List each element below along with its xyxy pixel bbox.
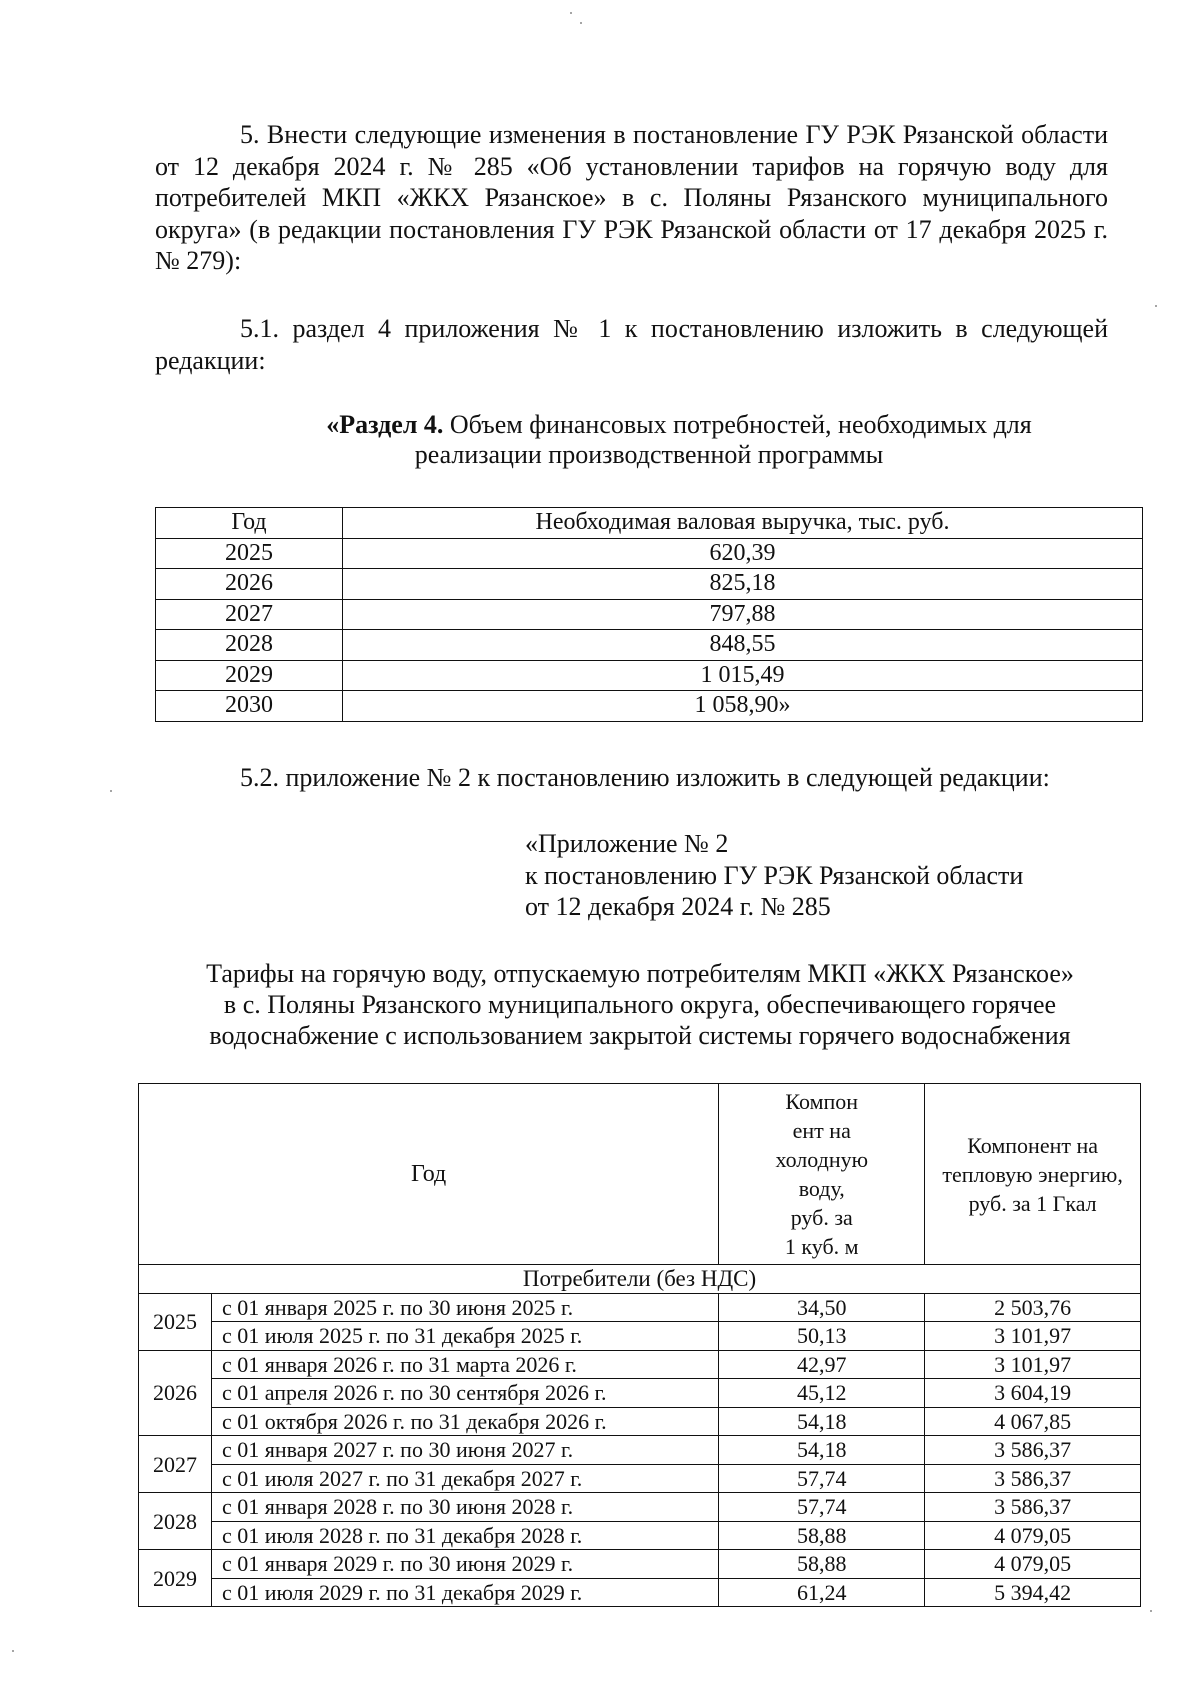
scan-speck bbox=[570, 12, 572, 14]
tariff-cold-water-cell: 57,74 bbox=[719, 1464, 925, 1493]
tariff-cold-water-cell: 58,88 bbox=[719, 1521, 925, 1550]
table-row bbox=[139, 1407, 1141, 1436]
tariff-title-line-3: водоснабжение с использованием закрытой системы горячего водоснабжения bbox=[209, 1021, 1071, 1050]
tariff-cold-water-cell: 50,13 bbox=[719, 1322, 925, 1351]
tariff-period-cell: с 01 января 2026 г. по 31 марта 2026 г. bbox=[212, 1350, 719, 1379]
tariff-period-cell: с 01 января 2029 г. по 30 июня 2029 г. bbox=[212, 1550, 719, 1579]
section-4-title-line2: реализации производственной программы bbox=[414, 440, 884, 469]
tariff-heat-cell: 3 586,37 bbox=[925, 1493, 1141, 1522]
tariff-year-cell: 2027 bbox=[139, 1436, 212, 1493]
tariff-heat-cell: 5 394,42 bbox=[925, 1578, 1141, 1607]
revenue-year-cell: 2030 bbox=[156, 691, 343, 722]
tariff-cold-water-cell: 61,24 bbox=[719, 1578, 925, 1607]
table-row bbox=[139, 1550, 1141, 1579]
table-row bbox=[139, 1379, 1141, 1408]
table-row bbox=[156, 569, 1143, 600]
heat-header-line: Компонент на bbox=[967, 1132, 1099, 1158]
tariff-period-cell: с 01 июля 2028 г. по 31 декабря 2028 г. bbox=[212, 1521, 719, 1550]
item-5-paragraph: 5. Внести следующие изменения в постановление ГУ РЭК Рязанской области от 12 декабря 2024 г. № 285 «Об установлении тарифов на горячую воду для потребителей МКП «ЖКХ Рязанское» в с. Поляны Рязанского муниципального округа» (в редакции постановления ГУ РЭК Рязанской области от 17 декабря 2025 г. № 279): bbox=[155, 120, 1108, 275]
table-row bbox=[156, 630, 1143, 661]
table-row bbox=[139, 1436, 1141, 1465]
scan-speck bbox=[12, 1650, 14, 1652]
table-row bbox=[156, 599, 1143, 630]
tariff-header-heat-energy bbox=[925, 1084, 1141, 1265]
cold-header-line: ент на bbox=[792, 1118, 851, 1143]
tariff-heat-cell: 3 586,37 bbox=[925, 1464, 1141, 1493]
table-row bbox=[156, 660, 1143, 691]
scan-speck bbox=[1155, 305, 1157, 307]
table-row bbox=[139, 1350, 1141, 1379]
tariff-cold-water-cell: 34,50 bbox=[719, 1293, 925, 1322]
cold-header-line: холодную bbox=[775, 1147, 869, 1172]
revenue-value-cell: 1 058,90» bbox=[343, 691, 1143, 722]
tariff-header-year: Год bbox=[139, 1084, 719, 1265]
table-row bbox=[156, 538, 1143, 569]
table-row bbox=[139, 1293, 1141, 1322]
revenue-year-cell: 2029 bbox=[156, 660, 343, 691]
appendix-line-1: «Приложение № 2 bbox=[525, 829, 729, 858]
tariff-title-line-1: Тарифы на горячую воду, отпускаемую потребителям МКП «ЖКХ Рязанское» bbox=[206, 959, 1074, 988]
table-row bbox=[139, 1578, 1141, 1607]
table-row bbox=[139, 1464, 1141, 1493]
tariff-heat-cell: 4 067,85 bbox=[925, 1407, 1141, 1436]
scan-speck bbox=[1150, 1610, 1152, 1612]
section-4-title bbox=[155, 410, 1143, 470]
revenue-value-cell: 797,88 bbox=[343, 599, 1143, 630]
table-row bbox=[156, 691, 1143, 722]
tariff-table bbox=[138, 1083, 1141, 1607]
tariff-cold-water-cell: 54,18 bbox=[719, 1436, 925, 1465]
tariff-period-cell: с 01 июля 2029 г. по 31 декабря 2029 г. bbox=[212, 1578, 719, 1607]
tariff-title-line-2: в с. Поляны Рязанского муниципального округа, обеспечивающего горячее bbox=[223, 990, 1057, 1019]
revenue-year-cell: 2027 bbox=[156, 599, 343, 630]
tariff-heat-cell: 3 101,97 bbox=[925, 1350, 1141, 1379]
revenue-year-cell: 2025 bbox=[156, 538, 343, 569]
tariff-cold-water-cell: 58,88 bbox=[719, 1550, 925, 1579]
tariff-heat-cell: 2 503,76 bbox=[925, 1293, 1141, 1322]
tariff-period-cell: с 01 октября 2026 г. по 31 декабря 2026 г. bbox=[212, 1407, 719, 1436]
tariff-group-row bbox=[139, 1265, 1141, 1294]
revenue-header-value: Необходимая валовая выручка, тыс. руб. bbox=[343, 508, 1143, 539]
cold-header-line: воду, bbox=[798, 1176, 845, 1201]
appendix-line-3: от 12 декабря 2024 г. № 285 bbox=[525, 892, 831, 921]
appendix-header bbox=[525, 828, 1125, 923]
cold-header-line: Компон bbox=[785, 1089, 859, 1114]
tariff-heat-cell: 4 079,05 bbox=[925, 1521, 1141, 1550]
revenue-year-cell: 2028 bbox=[156, 630, 343, 661]
tariff-year-cell: 2029 bbox=[139, 1550, 212, 1607]
appendix-line-2: к постановлению ГУ РЭК Рязанской области bbox=[525, 860, 1024, 890]
cold-header-line: 1 куб. м bbox=[784, 1234, 859, 1259]
revenue-value-cell: 848,55 bbox=[343, 630, 1143, 661]
tariff-cold-water-cell: 54,18 bbox=[719, 1407, 925, 1436]
tariff-heat-cell: 4 079,05 bbox=[925, 1550, 1141, 1579]
cold-header-line: руб. за bbox=[790, 1205, 853, 1230]
scan-speck bbox=[580, 22, 582, 24]
tariff-group-label: Потребители (без НДС) bbox=[139, 1265, 1141, 1294]
section-4-title-bold: «Раздел 4. bbox=[326, 410, 444, 439]
tariff-header-cold-water bbox=[719, 1084, 925, 1265]
revenue-year-cell: 2026 bbox=[156, 569, 343, 600]
tariff-year-cell: 2026 bbox=[139, 1350, 212, 1436]
revenue-header-year: Год bbox=[156, 508, 343, 539]
tariff-year-cell: 2025 bbox=[139, 1293, 212, 1350]
tariff-heat-cell: 3 604,19 bbox=[925, 1379, 1141, 1408]
tariff-heat-cell: 3 586,37 bbox=[925, 1436, 1141, 1465]
tariff-heat-cell: 3 101,97 bbox=[925, 1322, 1141, 1351]
revenue-value-cell: 620,39 bbox=[343, 538, 1143, 569]
item-5-2-paragraph: 5.2. приложение № 2 к постановлению изложить в следующей редакции: bbox=[240, 763, 1050, 792]
tariff-cold-water-cell: 42,97 bbox=[719, 1350, 925, 1379]
revenue-table bbox=[155, 507, 1143, 722]
tariff-period-cell: с 01 июля 2027 г. по 31 декабря 2027 г. bbox=[212, 1464, 719, 1493]
revenue-value-cell: 825,18 bbox=[343, 569, 1143, 600]
tariff-cold-water-cell: 45,12 bbox=[719, 1379, 925, 1408]
table-row bbox=[139, 1521, 1141, 1550]
tariff-period-cell: с 01 января 2025 г. по 30 июня 2025 г. bbox=[212, 1293, 719, 1322]
tariff-period-cell: с 01 января 2028 г. по 30 июня 2028 г. bbox=[212, 1493, 719, 1522]
scan-speck bbox=[110, 790, 112, 792]
item-5-1-paragraph: 5.1. раздел 4 приложения № 1 к постановлению изложить в следующей редакции: bbox=[155, 314, 1108, 375]
tariff-period-cell: с 01 июля 2025 г. по 31 декабря 2025 г. bbox=[212, 1322, 719, 1351]
tariff-title bbox=[130, 958, 1150, 1051]
revenue-table-header-row bbox=[156, 508, 1143, 539]
tariff-period-cell: с 01 января 2027 г. по 30 июня 2027 г. bbox=[212, 1436, 719, 1465]
heat-header-line: руб. за 1 Гкал bbox=[968, 1190, 1097, 1216]
tariff-cold-water-cell: 57,74 bbox=[719, 1493, 925, 1522]
section-4-title-rest: Объем финансовых потребностей, необходимых для bbox=[443, 410, 1032, 439]
table-row bbox=[139, 1493, 1141, 1522]
table-row bbox=[139, 1322, 1141, 1351]
heat-header-line: тепловую энергию, bbox=[942, 1161, 1123, 1187]
tariff-year-cell: 2028 bbox=[139, 1493, 212, 1550]
revenue-value-cell: 1 015,49 bbox=[343, 660, 1143, 691]
tariff-period-cell: с 01 апреля 2026 г. по 30 сентября 2026 г. bbox=[212, 1379, 719, 1408]
tariff-table-header-row bbox=[139, 1084, 1141, 1265]
